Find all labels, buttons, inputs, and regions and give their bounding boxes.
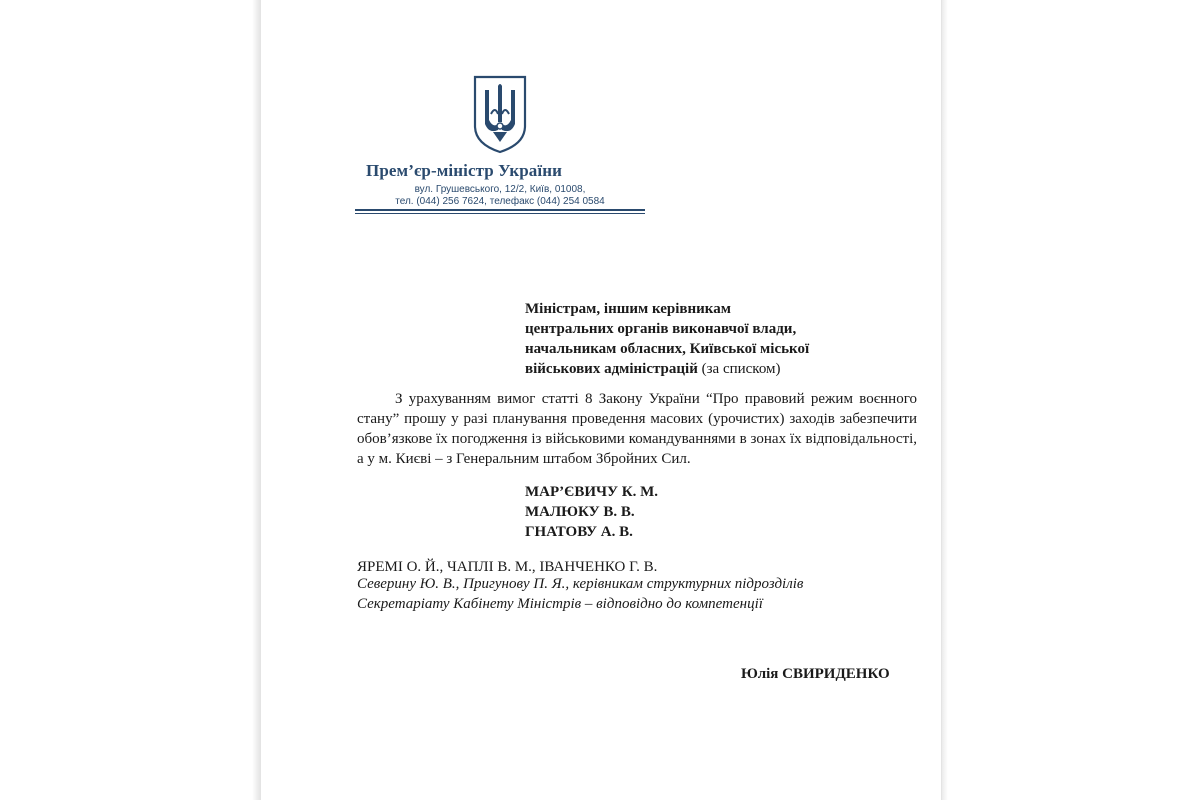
addressee-block xyxy=(525,299,915,379)
body-paragraph: З урахуванням вимог статті 8 Закону України “Про правовий режим воєнного стану” прошу у разі планування проведення масових (урочистих) заходів забезпечити обов’язкове їх погодження із військовими командуваннями в зонах їх відповідальності, а у м. Києві – з Генеральним штабом Збройних Сил. xyxy=(357,391,917,467)
letterhead-title: Прем’єр-міністр України xyxy=(366,161,562,180)
recipient-name: МАР’ЄВИЧУ К. М. xyxy=(525,484,659,500)
addressee-line-4 xyxy=(525,359,915,379)
recipient-name: ГНАТОВУ А. В. xyxy=(525,524,633,540)
letterhead-address xyxy=(358,184,642,208)
addressee-line-4-normal: (за списком) xyxy=(697,361,781,377)
copies-italic xyxy=(357,574,917,614)
trident-coat-of-arms-icon xyxy=(471,74,529,154)
copies-italic-line-1: Северину Ю. В., Пригунову П. Я., керівникам структурних підрозділів xyxy=(357,576,804,592)
addressee-line-1: Міністрам, іншим керівникам xyxy=(525,301,731,317)
address-line-1: вул. Грушевського, 12/2, Київ, 01008, xyxy=(414,184,586,195)
letterhead-rule-thick xyxy=(355,209,645,211)
signature-name: Юлія СВИРИДЕНКО xyxy=(741,666,890,682)
letterhead-rule-thin xyxy=(355,213,645,214)
recipients-list xyxy=(525,482,658,542)
recipient-name: МАЛЮКУ В. В. xyxy=(525,504,635,520)
addressee-line-4-bold: військових адміністрацій xyxy=(525,361,698,377)
addressee-line-2: центральних органів виконавчої влади, xyxy=(525,321,797,337)
copies-upper: ЯРЕМІ О. Й., ЧАПЛІ В. М., ІВАНЧЕНКО Г. В. xyxy=(357,559,658,575)
addressee-line-3: начальникам обласних, Київської міської xyxy=(525,341,810,357)
address-line-2: тел. (044) 256 7624, телефакс (044) 254 0584 xyxy=(395,196,605,207)
page-shadow-left xyxy=(252,0,260,800)
copies-italic-line-2: Секретаріату Кабінету Міністрів – відповідно до компетенції xyxy=(357,596,763,612)
